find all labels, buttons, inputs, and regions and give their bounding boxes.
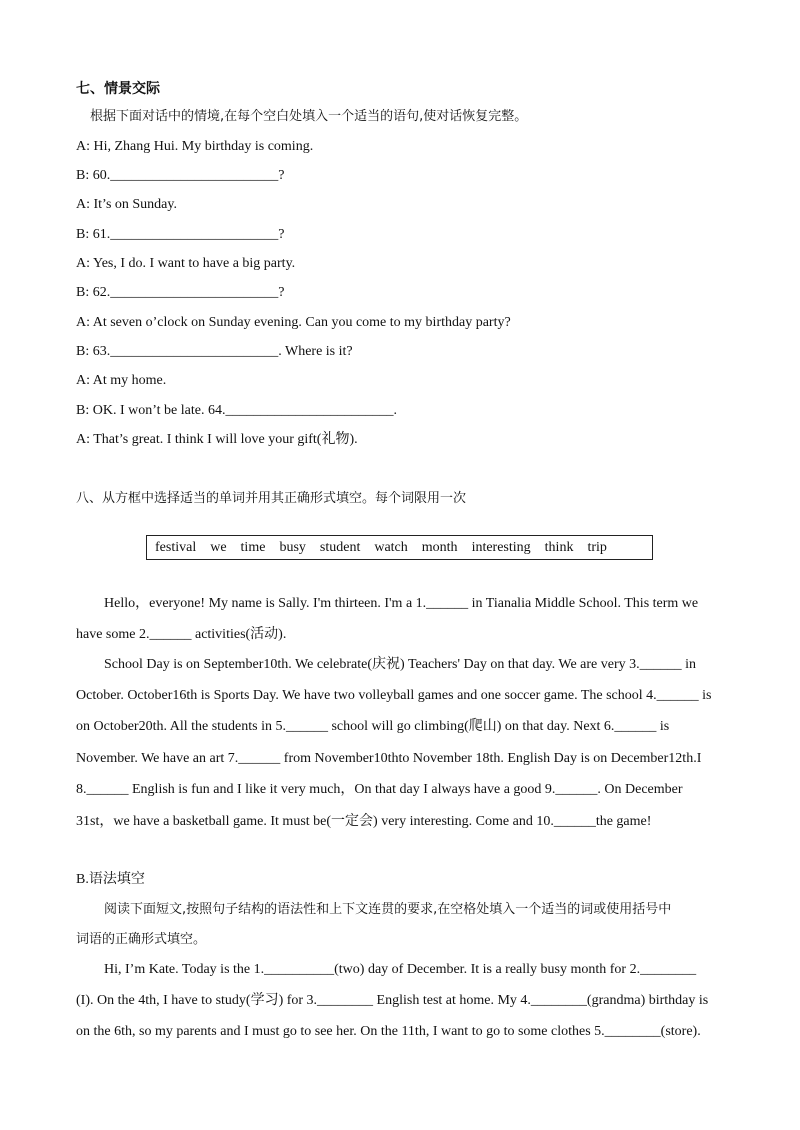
passage-line: have some 2.______ activities(活动). [76, 627, 287, 642]
word-bank-item: festival [155, 539, 197, 555]
passage-line: November. We have an art 7.______ from November10thto November 18th. English Day is on December12th.I [76, 751, 702, 766]
word-bank-item: watch [374, 539, 408, 555]
word-bank-item: time [240, 539, 266, 555]
grammar-passage-line: Hi, I’m Kate. Today is the 1.__________(two) day of December. It is a really busy month for 2.________ [104, 962, 697, 977]
section7-instruction: 根据下面对话中的情境,在每个空白处填入一个适当的语句,使对话恢复完整。 [90, 109, 528, 124]
dialogue-line: B: 63.________________________. Where is it? [76, 344, 353, 359]
dialogue-line: A: At my home. [76, 373, 167, 388]
section7-title: 七、情景交际 [76, 81, 160, 97]
dialogue-line: A: At seven o’clock on Sunday evening. Can you come to my birthday party? [76, 315, 511, 330]
passage-line: on October20th. All the students in 5.______ school will go climbing(爬山) on that day. Next 6.______ is [76, 719, 670, 734]
word-bank-item: busy [279, 539, 306, 555]
dialogue-line: B: OK. I won’t be late. 64.________________________. [76, 403, 397, 418]
sectionB-title: B.语法填空 [76, 872, 145, 887]
passage-line: School Day is on September10th. We celebrate(庆祝) Teachers' Day on that day. We are very 3.______ in [104, 657, 697, 672]
section8-title: 八、从方框中选择适当的单词并用其正确形式填空。每个词限用一次 [76, 491, 467, 506]
word-bank-box [146, 535, 653, 560]
passage-line: Hello，everyone! My name is Sally. I'm thirteen. I'm a 1.______ in Tianalia Middle School. This term we [104, 596, 699, 611]
word-bank-item: month [421, 539, 458, 555]
dialogue-line: A: Hi, Zhang Hui. My birthday is coming. [76, 139, 314, 154]
passage-line: 31st，we have a basketball game. It must be(一定会) very interesting. Come and 10.______the game! [76, 814, 652, 829]
word-bank-item: we [210, 539, 227, 555]
dialogue-line: A: Yes, I do. I want to have a big party. [76, 256, 296, 271]
dialogue-line: B: 62.________________________? [76, 285, 285, 300]
dialogue-line: B: 60.________________________? [76, 168, 285, 183]
dialogue-line: A: It’s on Sunday. [76, 197, 177, 212]
word-bank-item: trip [587, 539, 607, 555]
passage-line: 8.______ English is fun and I like it very much，On that day I always have a good 9.______. On December [76, 782, 683, 797]
passage-line: October. October16th is Sports Day. We have two volleyball games and one soccer game. The school 4.______ is [76, 688, 712, 703]
grammar-passage-line: (I). On the 4th, I have to study(学习) for 3.________ English test at home. My 4.________(grandma) birthday is [76, 993, 709, 1008]
dialogue-line: B: 61.________________________? [76, 227, 285, 242]
grammar-passage-line: on the 6th, so my parents and I must go to see her. On the 11th, I want to go to some clothes 5.________(store). [76, 1024, 701, 1039]
sectionB-instruction: 阅读下面短文,按照句子结构的语法性和上下文连贯的要求,在空格处填入一个适当的词或使用括号中 [104, 902, 672, 917]
dialogue-line: A: That’s great. I think I will love your gift(礼物). [76, 432, 358, 447]
word-bank-item: interesting [471, 539, 531, 555]
sectionB-instruction: 词语的正确形式填空。 [76, 932, 207, 947]
word-bank-item: student [319, 539, 361, 555]
word-bank-item: think [544, 539, 574, 555]
